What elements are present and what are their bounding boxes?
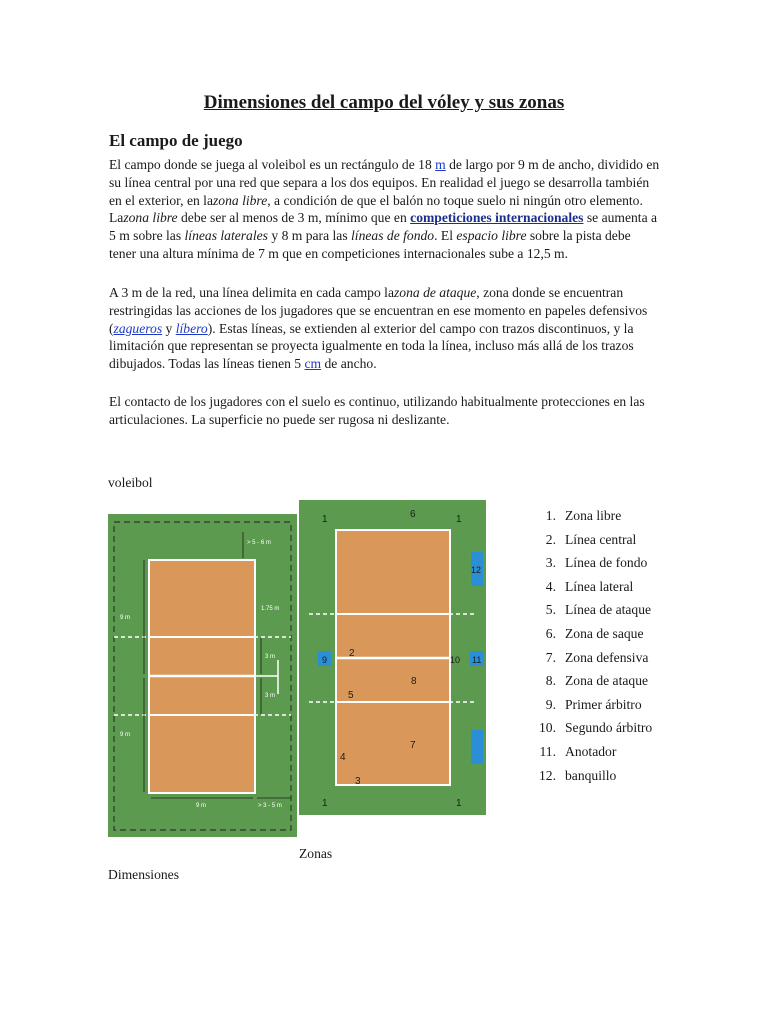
legend-text: Línea de ataque [565,602,652,618]
legend-text: Anotador [565,743,617,759]
zone-label: 8 [411,676,417,687]
term-lineas-fondo: líneas de fondo [351,228,435,244]
label-free-side: > 3 - 5 m [258,803,282,809]
paragraph-attack-zone [109,284,661,373]
legend-item [532,649,665,666]
zone-label: 1 [456,798,462,809]
label-free-top: > 5 - 6 m [247,540,271,546]
link-competiciones[interactable]: competiciones internacionales [410,210,584,226]
legend-number: 7. [545,649,556,665]
text: de ancho. [321,356,377,372]
text: debe ser al menos de 3 m, mínimo que en [177,210,411,226]
legend-item [532,601,665,618]
legend-number: 3. [545,555,556,571]
legend-number: 8. [545,673,556,689]
dimensions-court-diagram [108,514,298,838]
zone-label: 6 [410,509,416,520]
legend-text: Línea central [565,531,637,547]
link-cm[interactable]: cm [304,356,322,372]
bench-bottom [471,730,483,764]
legend-text: Segundo árbitro [565,720,653,736]
legend-text: Zona de saque [565,625,644,641]
legend-number: 9. [545,696,556,712]
label-9m-top: 9 m [120,615,131,621]
paragraph-field [109,156,661,263]
label-3m-top: 3 m [265,654,276,660]
legend-item [532,578,665,595]
legend-item [532,554,665,571]
link-libero-text[interactable]: líbero [175,320,208,336]
legend-number: 6. [545,625,556,641]
text: y 8 m para las [267,228,352,244]
zone-label: 1 [456,514,462,525]
zone-label: 4 [340,752,346,763]
term-zona-libre: zona libre [123,210,178,226]
zone-label: 11 [472,655,482,665]
link-zagueros-text[interactable]: zagueros [113,320,163,336]
term-zona-libre: zona libre [213,192,268,208]
zone-label: 9 [322,655,328,665]
zone-label: 10 [450,655,461,665]
label-9m-width: 9 m [196,803,207,809]
legend-text: Primer árbitro [565,696,642,712]
zone-label: 7 [410,740,416,751]
legend-number: 4. [545,578,556,594]
term-lineas-laterales: líneas laterales [184,228,268,244]
legend-item [532,672,665,689]
legend-item [532,625,665,642]
label-9m-bottom: 9 m [120,732,131,738]
text: , a condición de que el balón no toque suelo ni ningún otro elemento. La [109,192,643,226]
document-title: Dimensiones del campo del vóley y sus zonas [203,92,565,113]
text: . El [434,228,457,244]
zones-legend [532,507,665,790]
zone-label: 1 [322,798,328,809]
text: A 3 m de la red, una línea delimita en cada campo la [109,285,394,300]
label-175m: 1.75 m [261,606,280,612]
legend-number: 12. [539,767,556,783]
legend-number: 2. [545,531,556,547]
zone-label: 2 [349,648,355,659]
term-espacio-libre: espacio libre [456,228,527,244]
caption-dimensiones: Dimensiones [108,867,179,882]
caption-voleibol: voleibol [108,475,153,490]
legend-text: banquillo [565,767,617,783]
zones-court-diagram [299,500,487,816]
zone-label: 3 [355,776,361,787]
section-heading: El campo de juego [109,131,243,150]
legend-number: 11. [539,743,556,759]
legend-number: 1. [545,508,556,523]
term-zona-ataque: zona de ataque [393,285,477,300]
text: de largo por 9 m de ancho, dividido en su línea central por una red que separa a los dos equipos. En realidad el juego se desarrolla también en el exterior, en la [109,157,660,208]
legend-text: Zona libre [565,508,622,523]
legend-item [532,531,665,548]
legend-number: 5. [545,602,556,618]
legend-text: Zona defensiva [565,649,649,665]
zone-label: 5 [348,690,354,701]
text: ). Estas líneas, se extienden al exterior del campo con trazos discontinuos, y la limitación que representan se proyecta igualmente en toda la línea, incluso más allá de los trazos dibujados. Todas las líneas tienen 5 [109,320,634,372]
legend-item [532,767,665,784]
legend-item [532,743,665,760]
text: , zona donde se encuentran restringidas las acciones de los jugadores que se encuentran en ese momento en papeles defensivos ( [109,285,648,336]
text: sobre la pista debe tener una altura mínima de 7 m que en competiciones internacionales sube a 12,5 m. [109,228,631,261]
paragraph-contact: El contacto de los jugadores con el suelo es continuo, utilizando habitualmente protecciones en las articulaciones. La superficie no puede ser rugosa ni deslizante. [109,394,645,427]
legend-text: Zona de ataque [565,673,649,689]
legend-text: Línea lateral [565,578,634,594]
link-libero[interactable] [176,321,208,336]
zone-label: 1 [322,514,328,525]
caption-zonas: Zonas [299,846,333,861]
text: se aumenta a 5 m sobre las [109,210,658,244]
text: El campo donde se juega al voleibol es un rectángulo de 18 [109,157,436,172]
link-zagueros[interactable] [114,321,163,336]
label-3m-bottom: 3 m [265,693,276,699]
text: y [162,320,176,336]
zone-label: 12 [471,565,482,575]
legend-number: 10. [539,720,556,736]
legend-text: Línea de fondo [565,555,648,571]
link-metro[interactable]: m [435,157,446,172]
legend-item [532,507,665,524]
legend-item [532,696,665,713]
legend-item [532,719,665,736]
